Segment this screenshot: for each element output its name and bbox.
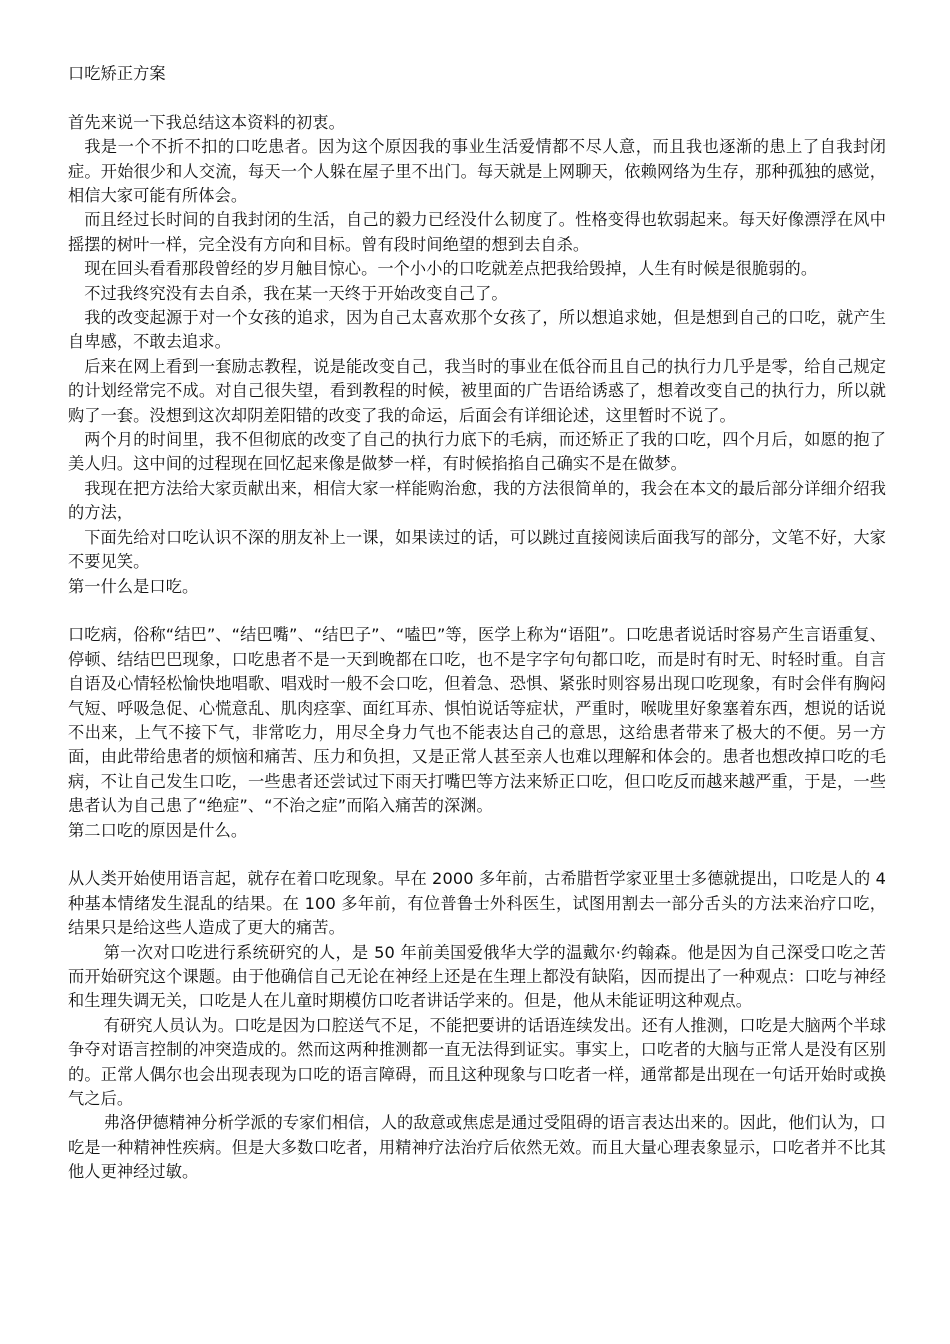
document-page	[68, 62, 886, 1185]
intro-paragraph: 不过我终究没有去自杀，我在某一天终于开始改变自己了。	[84, 283, 508, 303]
spacer	[68, 843, 886, 867]
section2-paragraph: 弗洛伊德精神分析学派的专家们相信，人的敌意或焦虑是通过受阻碍的语言表达出来的。因此，他们认为，口吃是一种精神性疾病。但是大多数口吃者，用精神疗法治疗后依然无效。而且大量心理表象显示，口吃者并不比其他人更神经过敏。	[68, 1113, 886, 1182]
section1-heading: 第一什么是口吃。	[68, 576, 199, 596]
section1-paragraph: 口吃病，俗称“结巴”、“结巴嘴”、“结巴子”、“嗑巴”等，医学上称为“语阻”。口吃患者说话时容易产生言语重复、停顿、结结巴巴现象，口吃患者不是一天到晚都在口吃，也不是字字句句都口吃，而是时有时无、时轻时重。自言自语及心情轻松愉快地唱歌、唱戏时一般不会口吃，但着急、恐惧、紧张时则容易出现口吃现象，有时会伴有胸闷气短、呼吸急促、心慌意乱、肌肉痉挛、面红耳赤、惧怕说话等症状，严重时，喉咙里好象塞着东西，想说的话说不出来，上气不接下气，非常吃力，用尽全身力气也不能表达自己的意思，这给患者带来了极大的不便。另一方面，由此带给患者的烦恼和痛苦、压力和负担，又是正常人甚至亲人也难以理解和体会的。患者也想改掉口吃的毛病，不让自己发生口吃，一些患者还尝试过下雨天打嘴巴等方法来矫正口吃，但口吃反而越来越严重，于是，一些患者认为自己患了“绝症”、“不治之症”而陷入痛苦的深渊。	[68, 625, 886, 816]
intro-paragraph: 下面先给对口吃认识不深的朋友补上一课，如果读过的话，可以跳过直接阅读后面我写的部分，文笔不好，大家不要见笑。	[68, 527, 886, 572]
spacer	[68, 599, 886, 623]
intro-paragraph: 我现在把方法给大家贡献出来，相信大家一样能购治愈，我的方法很简单的，我会在本文的最后部分详细介绍我的方法，	[68, 478, 886, 523]
intro-paragraph: 现在回头看看那段曾经的岁月触目惊心。一个小小的口吃就差点把我给毁掉，人生有时候是很脆弱的。	[84, 259, 818, 279]
spacer	[68, 86, 886, 110]
intro-paragraph: 我的改变起源于对一个女孩的追求，因为自己太喜欢那个女孩了，所以想追求她，但是想到自己的口吃，就产生自卑感，不敢去追求。	[68, 308, 886, 352]
intro-heading: 首先来说一下我总结这本资料的初衷。	[68, 112, 345, 132]
intro-paragraph: 两个月的时间里，我不但彻底的改变了自己的执行力底下的毛病，而还矫正了我的口吃，四个月后，如愿的抱了美人归。这中间的过程现在回忆起来像是做梦一样，有时候掐掐自己确实不是在做梦。	[68, 430, 886, 474]
intro-paragraph: 我是一个不折不扣的口吃患者。因为这个原因我的事业生活爱情都不尽人意，而且我也逐渐的患上了自我封闭症。开始很少和人交流，每天一个人躲在屋子里不出门。每天就是上网聊天，依赖网络为生存，那种孤独的感觉，相信大家可能有所体会。	[68, 137, 886, 206]
document-title: 口吃矫正方案	[68, 64, 166, 83]
section2-paragraph: 有研究人员认为。口吃是因为口腔送气不足，不能把要讲的话语连续发出。还有人推测，口吃是大脑两个半球争夺对语言控制的冲突造成的。然而这两种推测都一直无法得到证实。事实上，口吃者的大脑与正常人是没有区别的。正常人偶尔也会出现表现为口吃的语言障碍，而且这种现象与口吃者一样，通常都是出现在一句话开始时或换气之后。	[68, 1015, 886, 1109]
intro-paragraph: 而且经过长时间的自我封闭的生活，自己的毅力已经没什么韧度了。性格变得也软弱起来。每天好像漂浮在风中摇摆的树叶一样，完全没有方向和目标。曾有段时间绝望的想到去自杀。	[68, 210, 886, 254]
section2-paragraph: 第一次对口吃进行系统研究的人，是 50 年前美国爱俄华大学的温戴尔·约翰森。他是因为自己深受口吃之苦而开始研究这个课题。由于他确信自己无论在神经上还是在生理上都没有缺陷，因而提出了一种观点：口吃与神经和生理失调无关，口吃是人在儿童时期模仿口吃者讲话学来的。但是，他从未能证明这种观点。	[68, 942, 886, 1011]
section2-paragraph: 从人类开始使用语言起，就存在着口吃现象。早在 2000 多年前，古希腊哲学家亚里士多德就提出，口吃是人的 4 种基本情绪发生混乱的结果。在 100 多年前，有位普鲁士外科医生，试图用割去一部分舌头的方法来治疗口吃，结果只是给这些人造成了更大的痛苦。	[68, 869, 886, 938]
section2-heading: 第二口吃的原因是什么。	[68, 820, 248, 840]
intro-paragraph: 后来在网上看到一套励志教程，说是能改变自己，我当时的事业在低谷而且自己的执行力几乎是零，给自己规定的计划经常完不成。对自己很失望，看到教程的时候，被里面的广告语给诱惑了，想着改变自己的执行力，所以就购了一套。没想到这次却阴差阳错的改变了我的命运，后面会有详细论述，这里暂时不说了。	[68, 356, 886, 425]
